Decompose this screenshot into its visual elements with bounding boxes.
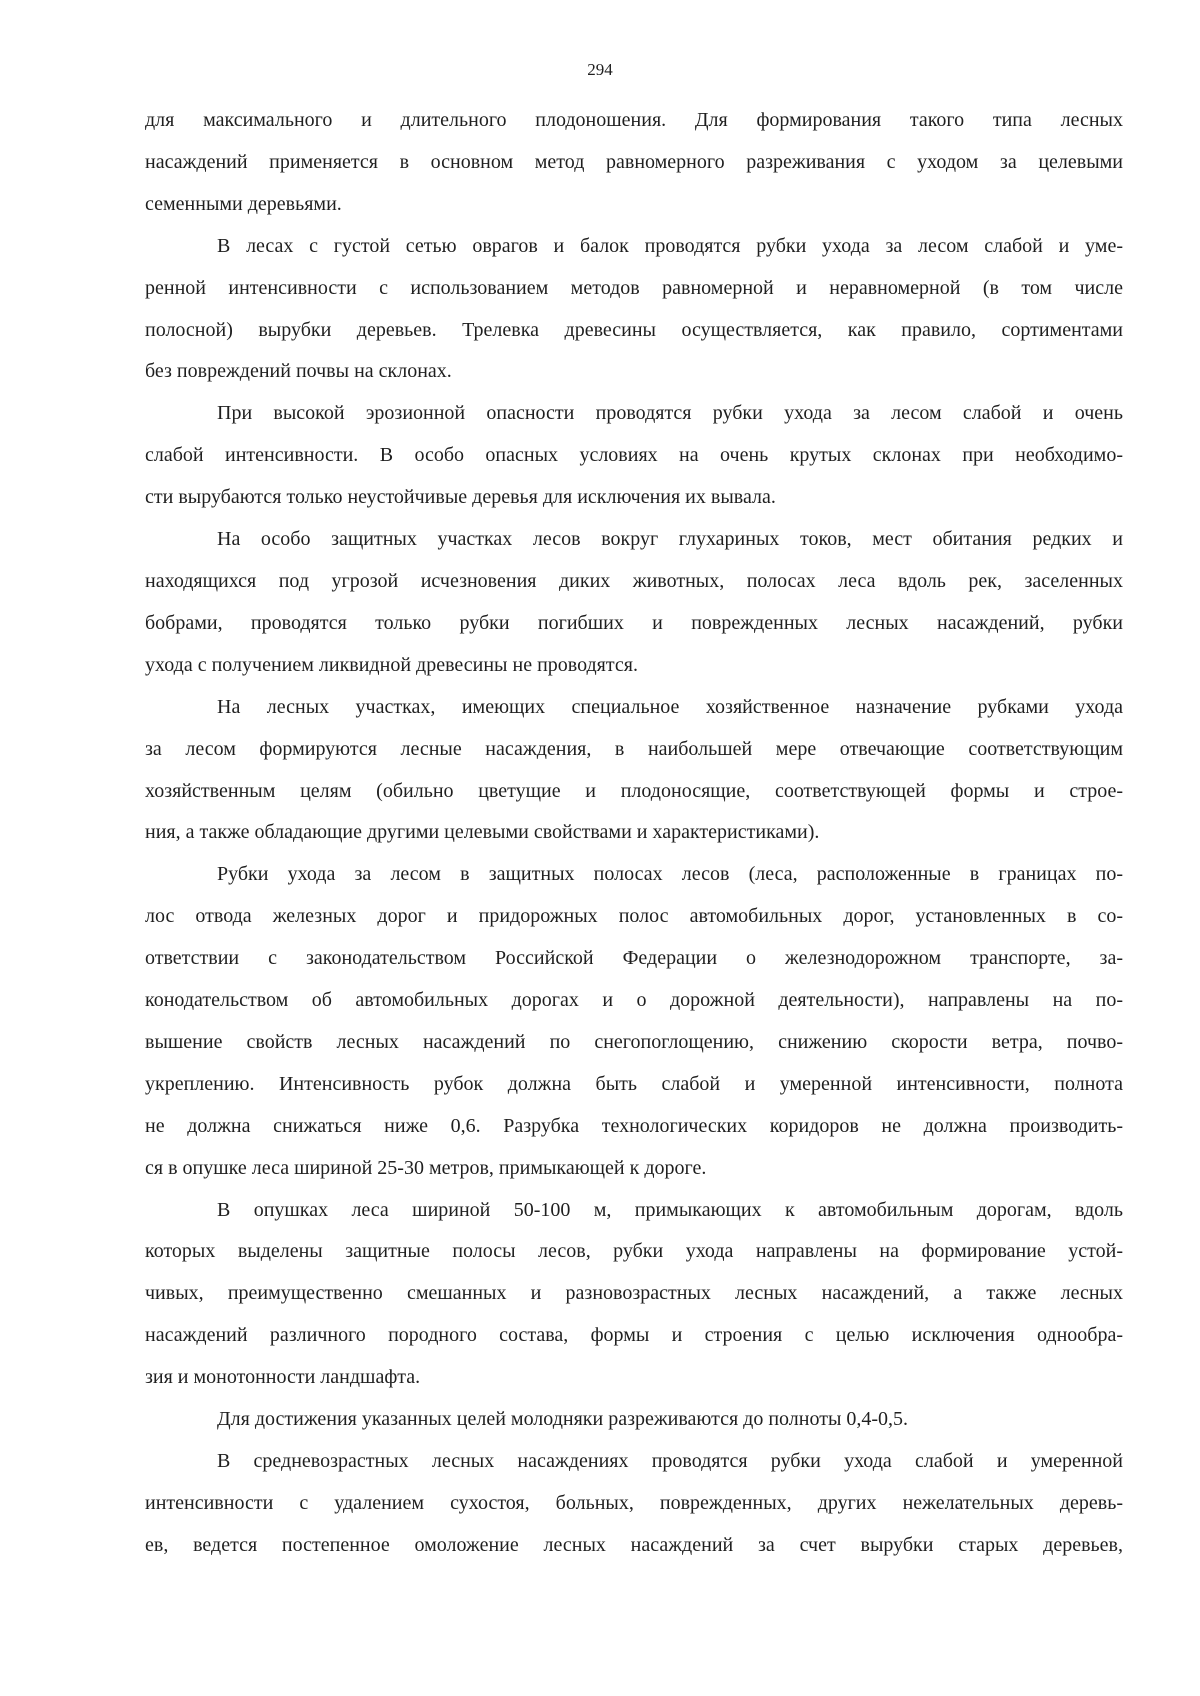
text-line: ния, а также обладающие другими целевыми свойствами и характеристиками). xyxy=(145,821,820,844)
text-line: насаждений применяется в основном метод равномерного разреживания с уходом за целевыми xyxy=(145,150,1123,173)
text-line: ухода с получением ликвидной древесины не проводятся. xyxy=(145,653,638,676)
paragraph xyxy=(145,1190,1123,1400)
text-line: На особо защитных участках лесов вокруг глухариных токов, мест обитания редких и xyxy=(217,528,1123,551)
text-line: находящихся под угрозой исчезновения диких животных, полосах леса вдоль рек, заселенных xyxy=(145,569,1123,592)
text-line: без повреждений почвы на склонах. xyxy=(145,360,452,383)
paragraph xyxy=(145,519,1123,687)
text-line: не должна снижаться ниже 0,6. Разрубка технологических коридоров не должна производить- xyxy=(145,1114,1123,1137)
body-text xyxy=(145,100,1123,1567)
text-line: слабой интенсивности. В особо опасных условиях на очень крутых склонах при необходимо- xyxy=(145,444,1123,467)
text-line: конодательством об автомобильных дорогах и о дорожной деятельности), направлены на по- xyxy=(145,989,1123,1012)
text-line: вышение свойств лесных насаждений по снегопоглощению, снижению скорости ветра, почво- xyxy=(145,1030,1123,1053)
paragraph xyxy=(145,687,1123,855)
text-line: насаждений различного породного состава, формы и строения с целью исключения однообра- xyxy=(145,1324,1123,1347)
text-line: сти вырубаются только неустойчивые деревья для исключения их вывала. xyxy=(145,486,776,509)
text-line: укреплению. Интенсивность рубок должна быть слабой и умеренной интенсивности, полнота xyxy=(145,1072,1123,1095)
paragraph xyxy=(145,1441,1123,1567)
text-line: Рубки ухода за лесом в защитных полосах лесов (леса, расположенные в границах по- xyxy=(217,863,1123,886)
paragraph xyxy=(145,100,1123,226)
text-line: интенсивности с удалением сухостоя, больных, поврежденных, других нежелательных деревь- xyxy=(145,1491,1123,1514)
text-line: полосной) вырубки деревьев. Трелевка древесины осуществляется, как правило, сортиментами xyxy=(145,318,1123,341)
text-line: В лесах с густой сетью оврагов и балок проводятся рубки ухода за лесом слабой и уме- xyxy=(217,234,1123,257)
text-line: за лесом формируются лесные насаждения, в наибольшей мере отвечающие соответствующим xyxy=(145,737,1123,760)
text-line: Для достижения указанных целей молодняки разреживаются до полноты 0,4-0,5. xyxy=(217,1408,909,1431)
text-line: чивых, преимущественно смешанных и разновозрастных лесных насаждений, а также лесных xyxy=(145,1282,1123,1305)
text-line: В средневозрастных лесных насаждениях проводятся рубки ухода слабой и умеренной xyxy=(217,1450,1123,1472)
text-line: При высокой эрозионной опасности проводятся рубки ухода за лесом слабой и очень xyxy=(217,402,1123,425)
text-line: хозяйственным целям (обильно цветущие и плодоносящие, соответствующей формы и строе- xyxy=(145,779,1123,802)
text-line: ев, ведется постепенное омоложение лесных насаждений за счет вырубки старых деревьев, xyxy=(145,1533,1123,1556)
text-line: ся в опушке леса шириной 25-30 метров, примыкающей к дороге. xyxy=(145,1156,707,1179)
text-line: лос отвода железных дорог и придорожных полос автомобильных дорог, установленных в со- xyxy=(145,905,1123,928)
paragraph xyxy=(145,1399,1123,1441)
text-line: для максимального и длительного плодоношения. Для формирования такого типа лесных xyxy=(145,109,1123,131)
text-line: зия и монотонности ландшафта. xyxy=(145,1366,421,1389)
text-line: На лесных участках, имеющих специальное хозяйственное назначение рубками ухода xyxy=(217,695,1123,718)
text-line: ответствии с законодательством Российской Федерации о железнодорожном транспорте, за- xyxy=(145,947,1123,970)
paragraph xyxy=(145,854,1123,1189)
text-line: бобрами, проводятся только рубки погибших и поврежденных лесных насаждений, рубки xyxy=(145,611,1123,634)
text-line: которых выделены защитные полосы лесов, рубки ухода направлены на формирование устой- xyxy=(145,1240,1123,1263)
text-line: В опушках леса шириной 50-100 м, примыкающих к автомобильным дорогам, вдоль xyxy=(217,1198,1123,1221)
paragraph xyxy=(145,226,1123,394)
text-line: семенными деревьями. xyxy=(145,192,342,215)
paragraph xyxy=(145,393,1123,519)
page-number: 294 xyxy=(587,60,613,79)
text-line: ренной интенсивности с использованием методов равномерной и неравномерной (в том числе xyxy=(145,276,1123,299)
